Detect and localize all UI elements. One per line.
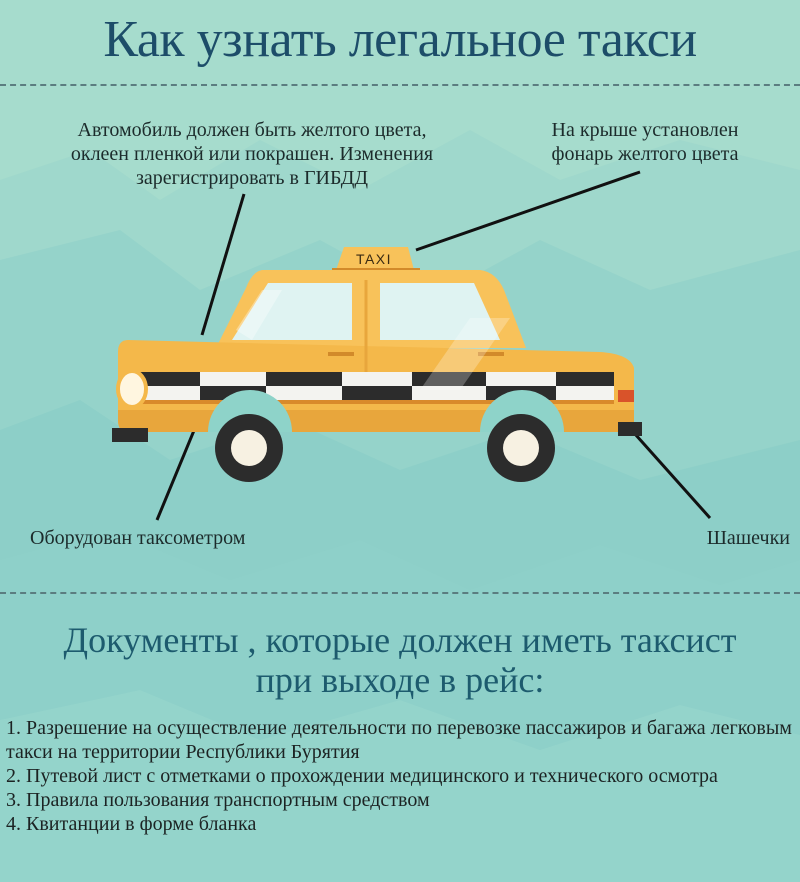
list-item: 4. Квитанции в форме бланка — [6, 813, 257, 835]
front-wheel — [215, 414, 283, 482]
documents-heading-line-1: Документы , которые должен иметь таксист — [63, 620, 737, 660]
callout-car-color-line-3: зарегистрировать в ГИБДД — [136, 167, 368, 189]
rear-bumper — [618, 422, 642, 436]
documents-heading-line-2: при выходе в рейс: — [255, 660, 545, 700]
section-divider — [0, 592, 800, 594]
callout-taximeter: Оборудован таксометром — [30, 527, 246, 549]
headlight — [118, 371, 146, 407]
callout-roof-light-line-1: На крыше установлен — [551, 119, 739, 141]
list-item: 3. Правила пользования транспортным средством — [6, 789, 430, 811]
list-item: 2. Путевой лист с отметками о прохождении медицинского и технического осмотра — [6, 765, 718, 787]
tail-light — [618, 390, 634, 402]
roof-sign — [332, 247, 420, 272]
list-item: 1. Разрешение на осуществление деятельности по перевозке пассажиров и багажа легковым такси на территории Республики Бурятия — [6, 717, 792, 763]
callout-car-color-line-1: Автомобиль должен быть желтого цвета, — [77, 119, 427, 141]
page-title: Как узнать легальное такси — [103, 11, 697, 68]
callout-roof-light-line-2: фонарь желтого цвета — [551, 143, 739, 165]
documents-list — [6, 716, 796, 836]
pointer-line-roof — [416, 172, 640, 250]
callout-checkers: Шашечки — [706, 527, 790, 549]
front-bumper — [112, 428, 148, 442]
documents-heading — [0, 620, 800, 700]
callout-car-color-line-2: оклеен пленкой или покрашен. Изменения — [70, 143, 434, 165]
rear-wheel — [487, 414, 555, 482]
roof-sign-label: TAXI — [355, 251, 393, 267]
